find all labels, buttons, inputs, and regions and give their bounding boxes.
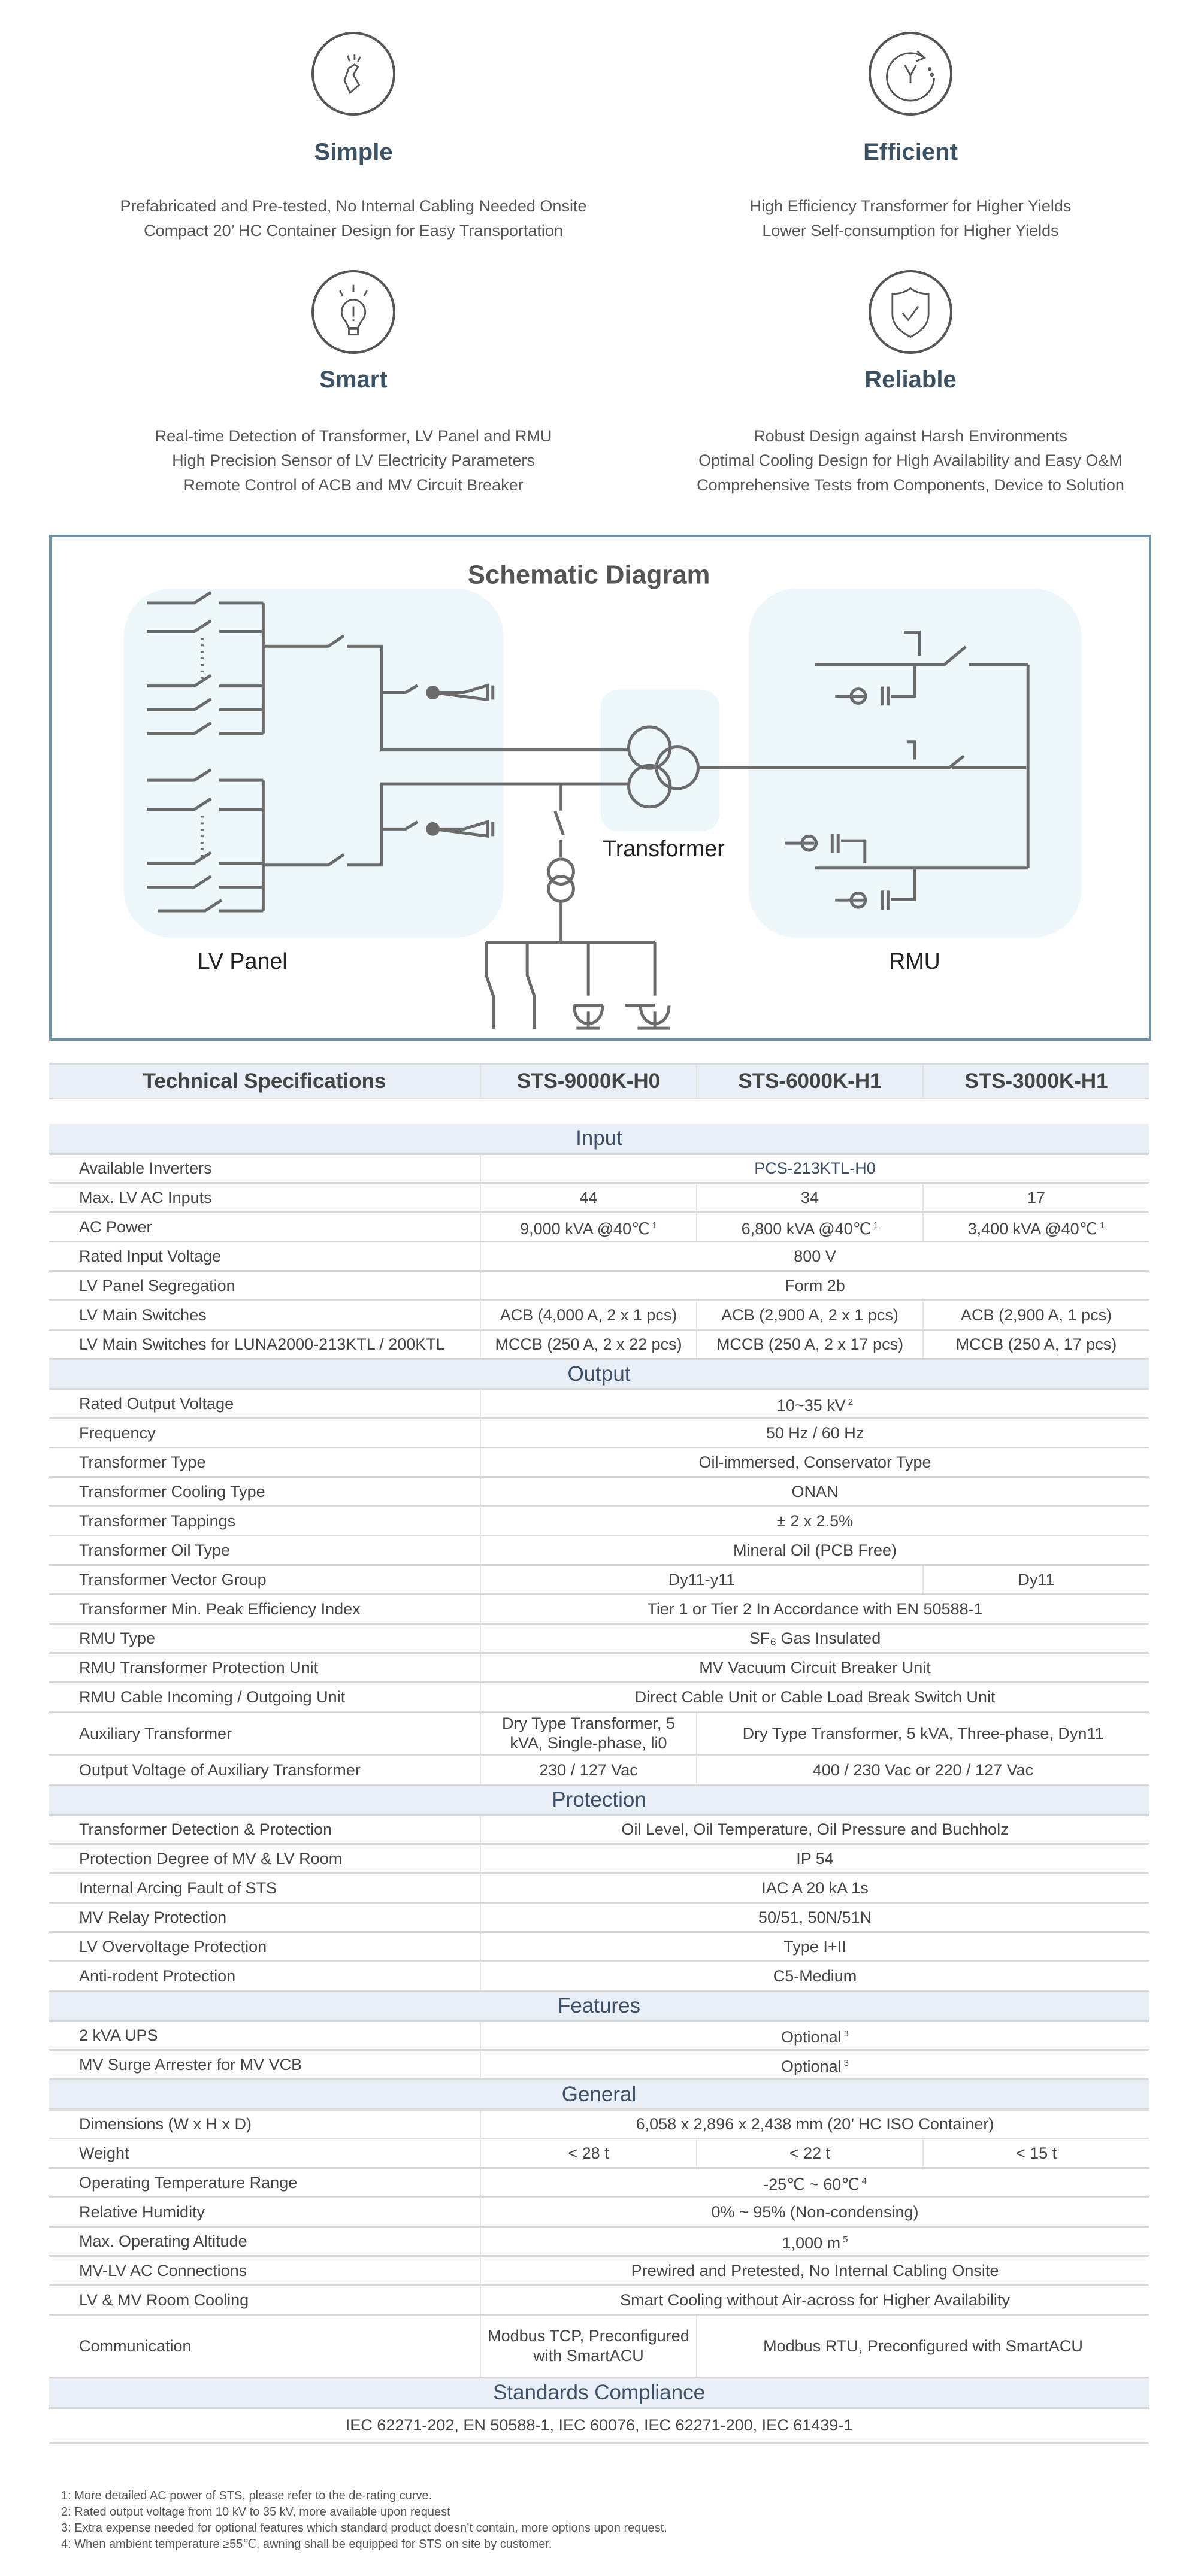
table-row [49,2315,1149,2378]
spec-label: 2 kVA UPS [49,2021,480,2050]
spec-value [480,2227,1149,2256]
value-text: Oil-immersed, Conservator Type [698,1453,931,1471]
feature-line: Real-time Detection of Transformer, LV Panel and RMU [155,427,552,445]
spec-label: AC Power [49,1213,480,1242]
table-row [49,2050,1149,2080]
spec-value [480,1213,697,1242]
spec-value [480,1962,1149,1991]
footnote-ref: 1 [652,1220,657,1231]
value-text: 230 / 127 Vac [539,1760,638,1779]
spec-value [480,2110,1149,2139]
spec-label: MV-LV AC Connections [49,2256,480,2286]
value-text: MV Vacuum Circuit Breaker Unit [699,1658,931,1677]
spec-value [480,1536,1149,1565]
spec-label: Auxiliary Transformer [49,1712,480,1756]
value-text: 50 Hz / 60 Hz [766,1423,864,1442]
spec-label: MV Relay Protection [49,1903,480,1932]
value-text: < 15 t [1015,2144,1057,2162]
footnote: 1: More detailed AC power of STS, please refer to the de-rating curve. [61,2489,432,2502]
table-row [49,1932,1149,1962]
value-text: ACB (2,900 A, 1 pcs) [960,1305,1112,1324]
spec-value [480,1565,923,1595]
spec-label: Transformer Oil Type [49,1536,480,1565]
spec-value [697,2315,1149,2378]
spec-label: LV Overvoltage Protection [49,1932,480,1962]
table-row [49,1683,1149,1712]
table-row [49,1874,1149,1903]
table-row [49,1536,1149,1565]
spec-value [480,2050,1149,2080]
value-text: 6,058 x 2,896 x 2,438 mm (20’ HC ISO Container) [636,2114,994,2133]
value-text: < 22 t [789,2144,831,2162]
value-text: 6,800 kVA @40℃ [741,1219,871,1238]
spec-table [49,1063,1149,2444]
spec-value [923,1183,1149,1213]
value-text: 50/51, 50N/51N [758,1908,872,1926]
spec-label: Output Voltage of Auxiliary Transformer [49,1756,480,1785]
section-title: Output [49,1359,1149,1389]
spec-value [697,1183,923,1213]
spec-value [480,1683,1149,1712]
transformer-area [601,690,719,832]
clock-cycle-icon [869,32,952,116]
spec-value [480,1477,1149,1507]
table-row [49,1712,1149,1756]
table-row [49,1565,1149,1595]
table-row [49,1419,1149,1448]
spec-label: Protection Degree of MV & LV Room [49,1844,480,1874]
spec-label: Rated Input Voltage [49,1242,480,1271]
section-title: Features [49,1991,1149,2021]
value-text: Form 2b [785,1276,845,1295]
value-text: < 28 t [568,2144,609,2162]
feature-line: Optimal Cooling Design for High Availability and Easy O&M [698,451,1123,469]
value-text: ACB (2,900 A, 2 x 1 pcs) [721,1305,898,1324]
spec-value [480,1183,697,1213]
spec-value [923,1565,1149,1595]
table-row [49,1844,1149,1874]
section-header [49,1359,1149,1389]
value-text: 800 V [794,1247,836,1265]
feature-line: Comprehensive Tests from Components, Device to Solution [697,476,1124,494]
spec-value [697,1213,923,1242]
value-text: Dy11 [1018,1570,1055,1589]
spec-value [480,2168,1149,2198]
spec-label: Transformer Tappings [49,1507,480,1536]
footnote-ref: 3 [843,2057,849,2068]
feature-title: Simple [314,139,393,165]
spec-label: Relative Humidity [49,2198,480,2227]
feature-line: Robust Design against Harsh Environments [754,427,1067,445]
spec-label: Transformer Cooling Type [49,1477,480,1507]
transformer-label: Transformer [603,835,725,861]
value-text: MCCB (250 A, 17 pcs) [955,1335,1117,1353]
value-text: 400 / 230 Vac or 220 / 127 Vac [812,1760,1034,1779]
value-text: 9,000 kVA @40℃ [520,1219,650,1238]
spec-value [480,1330,697,1359]
spec-value [480,1815,1149,1844]
spec-value [480,1448,1149,1477]
table-row [49,1301,1149,1330]
footnote-ref: 1 [873,1220,879,1231]
value-text: Tier 1 or Tier 2 In Accordance with EN 50588-1 [647,1599,983,1618]
value-text: -25℃ ~ 60℃ [763,2175,860,2193]
section-header [49,2080,1149,2110]
spec-value [480,1507,1149,1536]
lv-panel-area [124,589,504,937]
feature-title: Efficient [863,139,958,165]
section-header [49,1785,1149,1815]
table-row [49,1477,1149,1507]
section-header [49,1124,1149,1154]
footnotes [61,2488,667,2553]
value-text: Direct Cable Unit or Cable Load Break Switch Unit [634,1687,996,1706]
table-row [49,1330,1149,1359]
value-text: SF₆ Gas Insulated [749,1629,881,1647]
table-row [49,1903,1149,1932]
value-text: Dry Type Transformer, 5 kVA, Single-phase, li0 [501,1714,676,1752]
spec-value [480,2315,697,2378]
value-text: 34 [800,1188,819,1207]
value-text: Dy11-y11 [668,1570,736,1589]
footnote: 4: When ambient temperature ≥55℃, awning shall be equipped for STS on site by customer. [61,2538,552,2551]
table-row [49,2021,1149,2050]
spec-label: RMU Cable Incoming / Outgoing Unit [49,1683,480,1712]
value-text: 44 [579,1188,598,1207]
value-text: 3,400 kVA @40℃ [967,1219,1097,1238]
spec-value [480,1932,1149,1962]
spec-value [697,2139,923,2168]
table-row [49,1962,1149,1991]
section-title: Input [49,1124,1149,1154]
table-row [49,1213,1149,1242]
spec-label: Transformer Type [49,1448,480,1477]
spec-value [923,1330,1149,1359]
section-title: General [49,2080,1149,2110]
spec-value [923,1301,1149,1330]
spec-value [697,1330,923,1359]
value-text: 10~35 kV [776,1396,846,1414]
value-text: ACB (4,000 A, 2 x 1 pcs) [500,1305,677,1324]
feature-line: Remote Control of ACB and MV Circuit Breaker [183,476,524,494]
value-text: PCS-213KTL-H0 [754,1159,876,1177]
value-text: Smart Cooling without Air-across for Higher Availability [620,2290,1010,2309]
value-text: IP 54 [796,1849,834,1868]
footnote-ref: 2 [848,1396,854,1407]
spec-label: Internal Arcing Fault of STS [49,1874,480,1903]
table-row [49,1183,1149,1213]
spec-value [480,1595,1149,1624]
spec-value [923,1213,1149,1242]
spec-value [480,2021,1149,2050]
table-row [49,1242,1149,1271]
model-column-header: STS-3000K-H1 [923,1064,1149,1099]
feature-line: High Precision Sensor of LV Electricity Parameters [172,451,535,469]
feature-line: Lower Self-consumption for Higher Yields [762,222,1059,240]
value-text: 1,000 m [782,2233,841,2252]
value-text: C5-Medium [773,1966,857,1985]
spec-value [480,1301,697,1330]
model-column-header: STS-6000K-H1 [697,1064,923,1099]
spec-label: Weight [49,2139,480,2168]
value-text: Prewired and Pretested, No Internal Cabling Onsite [631,2261,999,2280]
table-row [49,1653,1149,1683]
table-row [49,1507,1149,1536]
spec-label: LV Panel Segregation [49,1271,480,1301]
spec-value [480,1271,1149,1301]
spec-label: Dimensions (W x H x D) [49,2110,480,2139]
footnote: 3: Extra expense needed for optional features which standard product doesn’t contain, more options upon request. [61,2522,667,2535]
lightbulb-icon [311,270,395,354]
rmu-label: RMU [889,948,940,974]
spec-label: LV Main Switches for LUNA2000-213KTL / 200KTL [49,1330,480,1359]
spec-value [697,1301,923,1330]
value-text: Dry Type Transformer, 5 kVA, Three-phase, Dyn11 [742,1724,1104,1742]
spec-label: RMU Type [49,1624,480,1653]
spec-value [480,2256,1149,2286]
spec-value [480,1242,1149,1271]
spec-value [697,1756,1149,1785]
spec-label: Transformer Detection & Protection [49,1815,480,1844]
feature-title: Reliable [864,366,957,393]
table-row [49,1756,1149,1785]
spec-label: Anti-rodent Protection [49,1962,480,1991]
value-text: 0% ~ 95% (Non-condensing) [711,2202,919,2221]
table-row [49,2110,1149,2139]
spec-label: Operating Temperature Range [49,2168,480,2198]
spec-value [480,1903,1149,1932]
value-text: Optional [781,2028,842,2046]
spec-value [480,1712,697,1756]
table-row [49,2198,1149,2227]
spec-label: Max. Operating Altitude [49,2227,480,2256]
value-text: Type I+II [783,1937,846,1956]
spec-label: LV & MV Room Cooling [49,2286,480,2315]
spec-value [480,1756,697,1785]
value-text: Modbus TCP, Preconfigured with SmartACU [488,2327,689,2365]
footnote: 2: Rated output voltage from 10 kV to 35 kV, more available upon request [61,2505,450,2519]
feature-line: Compact 20’ HC Container Design for Easy Transportation [144,222,563,240]
schematic-diagram [49,535,1151,1041]
value-text: MCCB (250 A, 2 x 17 pcs) [716,1335,904,1353]
footnote-ref: 3 [843,2028,849,2039]
table-row [49,2168,1149,2198]
spec-value [480,1419,1149,1448]
value-text: IAC A 20 kA 1s [761,1878,869,1897]
spec-value [480,2286,1149,2315]
value-text: Oil Level, Oil Temperature, Oil Pressure and Buchholz [621,1820,1009,1838]
spec-label: Communication [49,2315,480,2378]
spec-label: Transformer Vector Group [49,1565,480,1595]
value-text: Optional [781,2057,842,2075]
feature-line: Prefabricated and Pre-tested, No Internal Cabling Needed Onsite [120,197,587,215]
value-text: Mineral Oil (PCB Free) [733,1541,897,1559]
value-text: Modbus RTU, Preconfigured with SmartACU [763,2336,1083,2355]
shield-check-icon [869,270,952,354]
table-row [49,1271,1149,1301]
footnote-ref: 4 [861,2175,867,2186]
spec-label: LV Main Switches [49,1301,480,1330]
section-header [49,1991,1149,2021]
spec-label: Max. LV AC Inputs [49,1183,480,1213]
spec-value [480,1154,1149,1183]
table-row [49,1624,1149,1653]
table-row [49,1815,1149,1844]
table-row [49,2408,1149,2444]
value-text: ± 2 x 2.5% [776,1511,854,1530]
spec-label: Frequency [49,1419,480,1448]
table-row [49,2227,1149,2256]
model-column-header: STS-9000K-H0 [480,1064,697,1099]
feature-line: High Efficiency Transformer for Higher Yields [749,197,1072,215]
footnote-ref: 1 [1100,1220,1105,1231]
section-title: Standards Compliance [49,2378,1149,2408]
spec-value [49,2408,1149,2444]
lv-panel-label: LV Panel [197,948,288,974]
spec-label: Rated Output Voltage [49,1389,480,1419]
feature-title: Smart [319,366,388,393]
value-text: MCCB (250 A, 2 x 22 pcs) [495,1335,682,1353]
tap-hand-icon [311,32,395,116]
footnote-ref: 5 [843,2234,848,2245]
spacer-cell [49,1099,1149,1124]
table-row [49,1389,1149,1419]
spec-label: RMU Transformer Protection Unit [49,1653,480,1683]
table-row [49,1448,1149,1477]
value-text: IEC 62271-202, EN 50588-1, IEC 60076, IEC 62271-200, IEC 61439-1 [345,2416,853,2435]
spec-value [923,2139,1149,2168]
table-row [49,1595,1149,1624]
table-row [49,2286,1149,2315]
table-row [49,2139,1149,2168]
section-header [49,2378,1149,2408]
schematic-title: Schematic Diagram [467,560,710,590]
spec-value [480,1653,1149,1683]
spec-value [480,1389,1149,1419]
spec-value [480,1844,1149,1874]
spec-value [697,1712,1149,1756]
value-text: ONAN [791,1482,839,1501]
table-row [49,1154,1149,1183]
spec-value [480,2198,1149,2227]
spacer [49,1099,1149,1124]
spec-label: Available Inverters [49,1154,480,1183]
spec-column-header: Technical Specifications [49,1064,480,1099]
section-title: Protection [49,1785,1149,1815]
spec-value [480,1624,1149,1653]
spec-value [480,2139,697,2168]
spec-label: MV Surge Arrester for MV VCB [49,2050,480,2080]
table-row [49,2256,1149,2286]
spec-label: Transformer Min. Peak Efficiency Index [49,1595,480,1624]
spec-value [480,1874,1149,1903]
table-header-row [49,1064,1149,1099]
value-text: 17 [1027,1188,1046,1207]
